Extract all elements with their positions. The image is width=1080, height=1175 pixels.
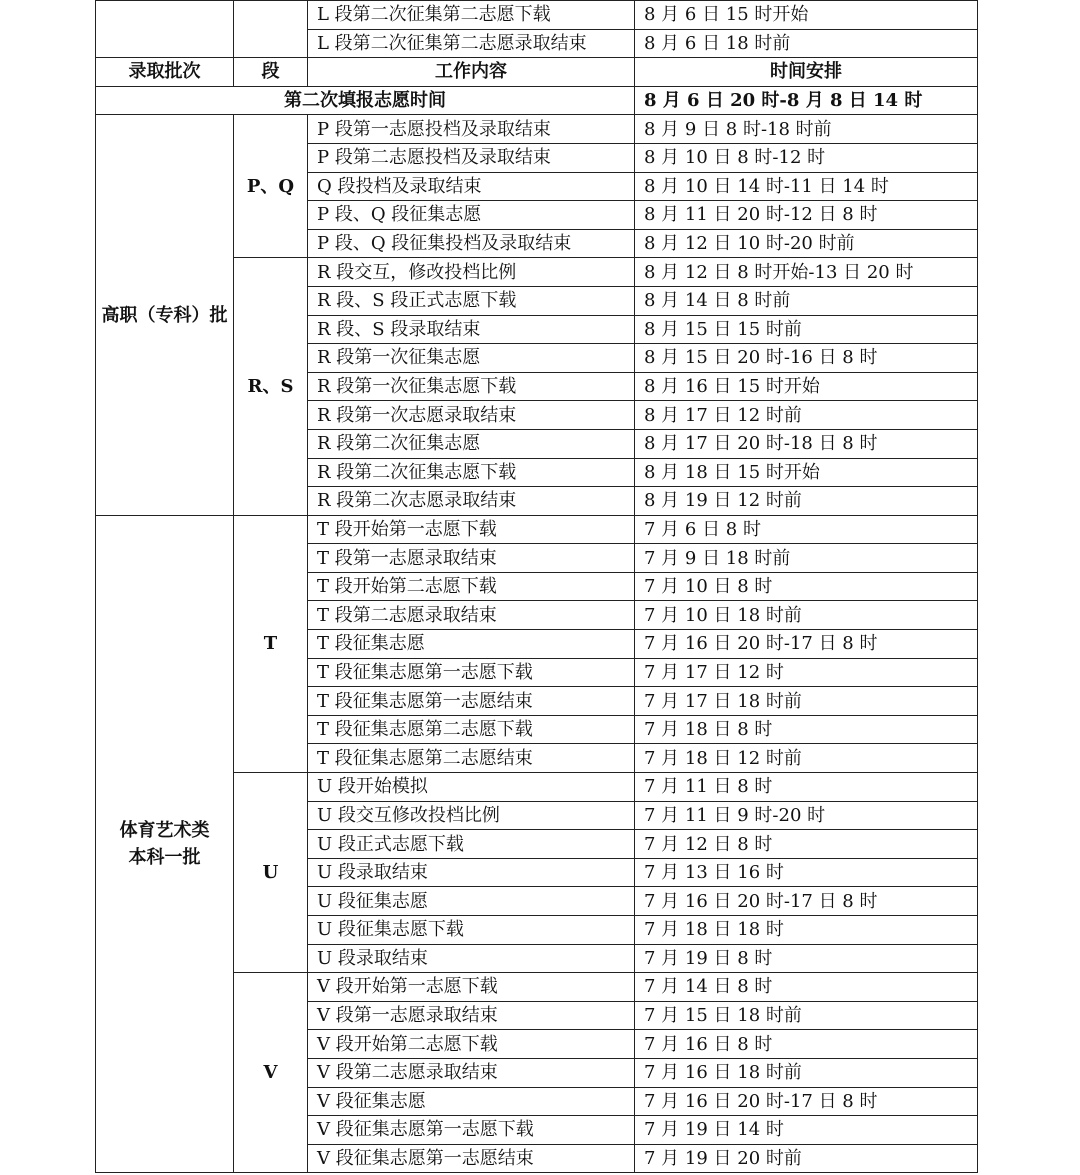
header-content: 工作内容: [308, 58, 635, 87]
time-cell: 8 月 10 日 14 时-11 日 14 时: [635, 172, 978, 201]
batch-cell: [96, 515, 234, 1173]
time-cell: 8 月 15 日 15 时前: [635, 315, 978, 344]
time-cell: 7 月 18 日 18 时: [635, 916, 978, 945]
content-cell: U 段征集志愿下载: [308, 916, 635, 945]
second-round-label: 第二次填报志愿时间: [96, 86, 635, 115]
time-cell: 8 月 16 日 15 时开始: [635, 372, 978, 401]
content-cell: R 段第一次征集志愿下载: [308, 372, 635, 401]
content-cell: V 段开始第二志愿下载: [308, 1030, 635, 1059]
content-cell: P 段第一志愿投档及录取结束: [308, 115, 635, 144]
content-cell: U 段征集志愿: [308, 887, 635, 916]
table-row: [96, 115, 978, 144]
content-cell: R 段、S 段录取结束: [308, 315, 635, 344]
content-cell: R 段第二次征集志愿下载: [308, 458, 635, 487]
time-cell: 7 月 13 日 16 时: [635, 858, 978, 887]
time-cell: 8 月 19 日 12 时前: [635, 487, 978, 516]
time-cell: 7 月 17 日 18 时前: [635, 687, 978, 716]
content-cell: R 段第一次志愿录取结束: [308, 401, 635, 430]
time-cell: 7 月 9 日 18 时前: [635, 544, 978, 573]
time-cell: 7 月 16 日 20 时-17 日 8 时: [635, 630, 978, 659]
content-cell: R 段、S 段正式志愿下载: [308, 286, 635, 315]
time-cell: 8 月 17 日 20 时-18 日 8 时: [635, 429, 978, 458]
time-cell: 8 月 12 日 10 时-20 时前: [635, 229, 978, 258]
content-cell: P 段、Q 段征集投档及录取结束: [308, 229, 635, 258]
time-cell: 7 月 17 日 12 时: [635, 658, 978, 687]
content-cell: U 段录取结束: [308, 858, 635, 887]
segment-cell: P、Q: [234, 115, 308, 258]
time-cell: 8 月 10 日 8 时-12 时: [635, 143, 978, 172]
time-cell: 8 月 18 日 15 时开始: [635, 458, 978, 487]
time-cell: 7 月 18 日 8 时: [635, 715, 978, 744]
content-cell: T 段征集志愿第二志愿结束: [308, 744, 635, 773]
content-cell: R 段第一次征集志愿: [308, 344, 635, 373]
time-cell: 7 月 10 日 8 时: [635, 572, 978, 601]
schedule-table-body: [96, 1, 978, 1173]
time-cell: 7 月 14 日 8 时: [635, 973, 978, 1002]
time-cell: 8 月 11 日 20 时-12 日 8 时: [635, 201, 978, 230]
content-cell: V 段第二志愿录取结束: [308, 1058, 635, 1087]
time-cell: 8 月 6 日 15 时开始: [635, 1, 978, 30]
segment-cell: V: [234, 973, 308, 1173]
table-row: [96, 1, 978, 30]
time-cell: 7 月 12 日 8 时: [635, 830, 978, 859]
batch-label: 本科一批: [128, 847, 201, 869]
time-cell: 8 月 17 日 12 时前: [635, 401, 978, 430]
segment-cell: U: [234, 773, 308, 973]
time-cell: 7 月 19 日 14 时: [635, 1116, 978, 1145]
segment-cell: T: [234, 515, 308, 772]
time-cell: 8 月 12 日 8 时开始-13 日 20 时: [635, 258, 978, 287]
time-cell: 8 月 14 日 8 时前: [635, 286, 978, 315]
time-cell: 7 月 11 日 8 时: [635, 773, 978, 802]
content-cell: R 段第二次志愿录取结束: [308, 487, 635, 516]
segment-cell: R、S: [234, 258, 308, 515]
content-cell: T 段征集志愿: [308, 630, 635, 659]
content-cell: V 段第一志愿录取结束: [308, 1001, 635, 1030]
content-cell: V 段开始第一志愿下载: [308, 973, 635, 1002]
header-time: 时间安排: [635, 58, 978, 87]
time-cell: 7 月 10 日 18 时前: [635, 601, 978, 630]
content-cell: R 段交互，修改投档比例: [308, 258, 635, 287]
header-batch: 录取批次: [96, 58, 234, 87]
content-cell: T 段征集志愿第一志愿结束: [308, 687, 635, 716]
content-cell: T 段第二志愿录取结束: [308, 601, 635, 630]
content-cell: U 段开始模拟: [308, 773, 635, 802]
second-round-row: [96, 86, 978, 115]
content-cell: V 段征集志愿: [308, 1087, 635, 1116]
content-cell: L 段第二次征集第二志愿下载: [308, 1, 635, 30]
content-cell: U 段正式志愿下载: [308, 830, 635, 859]
time-cell: 7 月 19 日 20 时前: [635, 1144, 978, 1173]
time-cell: 7 月 16 日 20 时-17 日 8 时: [635, 887, 978, 916]
batch-label: 体育艺术类: [119, 820, 210, 842]
content-cell: U 段录取结束: [308, 944, 635, 973]
time-cell: 7 月 18 日 12 时前: [635, 744, 978, 773]
content-cell: V 段征集志愿第一志愿下载: [308, 1116, 635, 1145]
time-cell: 7 月 16 日 8 时: [635, 1030, 978, 1059]
time-cell: 7 月 16 日 18 时前: [635, 1058, 978, 1087]
time-cell: 7 月 15 日 18 时前: [635, 1001, 978, 1030]
admission-schedule-table: [95, 0, 978, 1173]
content-cell: T 段征集志愿第二志愿下载: [308, 715, 635, 744]
segment-cell-continued: [234, 1, 308, 58]
batch-cell: [96, 115, 234, 515]
batch-cell-continued: [96, 1, 234, 58]
content-cell: P 段、Q 段征集志愿: [308, 201, 635, 230]
content-cell: L 段第二次征集第二志愿录取结束: [308, 29, 635, 58]
content-cell: T 段第一志愿录取结束: [308, 544, 635, 573]
content-cell: T 段征集志愿第一志愿下载: [308, 658, 635, 687]
second-round-time: 8 月 6 日 20 时-8 月 8 日 14 时: [635, 86, 978, 115]
batch-label: 高职（专科）批: [101, 304, 228, 326]
content-cell: R 段第二次征集志愿: [308, 429, 635, 458]
time-cell: 7 月 16 日 20 时-17 日 8 时: [635, 1087, 978, 1116]
header-segment: 段: [234, 58, 308, 87]
time-cell: 8 月 15 日 20 时-16 日 8 时: [635, 344, 978, 373]
content-cell: Q 段投档及录取结束: [308, 172, 635, 201]
content-cell: U 段交互修改投档比例: [308, 801, 635, 830]
table-row: [96, 515, 978, 544]
time-cell: 7 月 6 日 8 时: [635, 515, 978, 544]
content-cell: P 段第二志愿投档及录取结束: [308, 143, 635, 172]
table-header-row: [96, 58, 978, 87]
time-cell: 7 月 19 日 8 时: [635, 944, 978, 973]
content-cell: T 段开始第二志愿下载: [308, 572, 635, 601]
content-cell: V 段征集志愿第一志愿结束: [308, 1144, 635, 1173]
time-cell: 8 月 9 日 8 时-18 时前: [635, 115, 978, 144]
time-cell: 7 月 11 日 9 时-20 时: [635, 801, 978, 830]
time-cell: 8 月 6 日 18 时前: [635, 29, 978, 58]
content-cell: T 段开始第一志愿下载: [308, 515, 635, 544]
